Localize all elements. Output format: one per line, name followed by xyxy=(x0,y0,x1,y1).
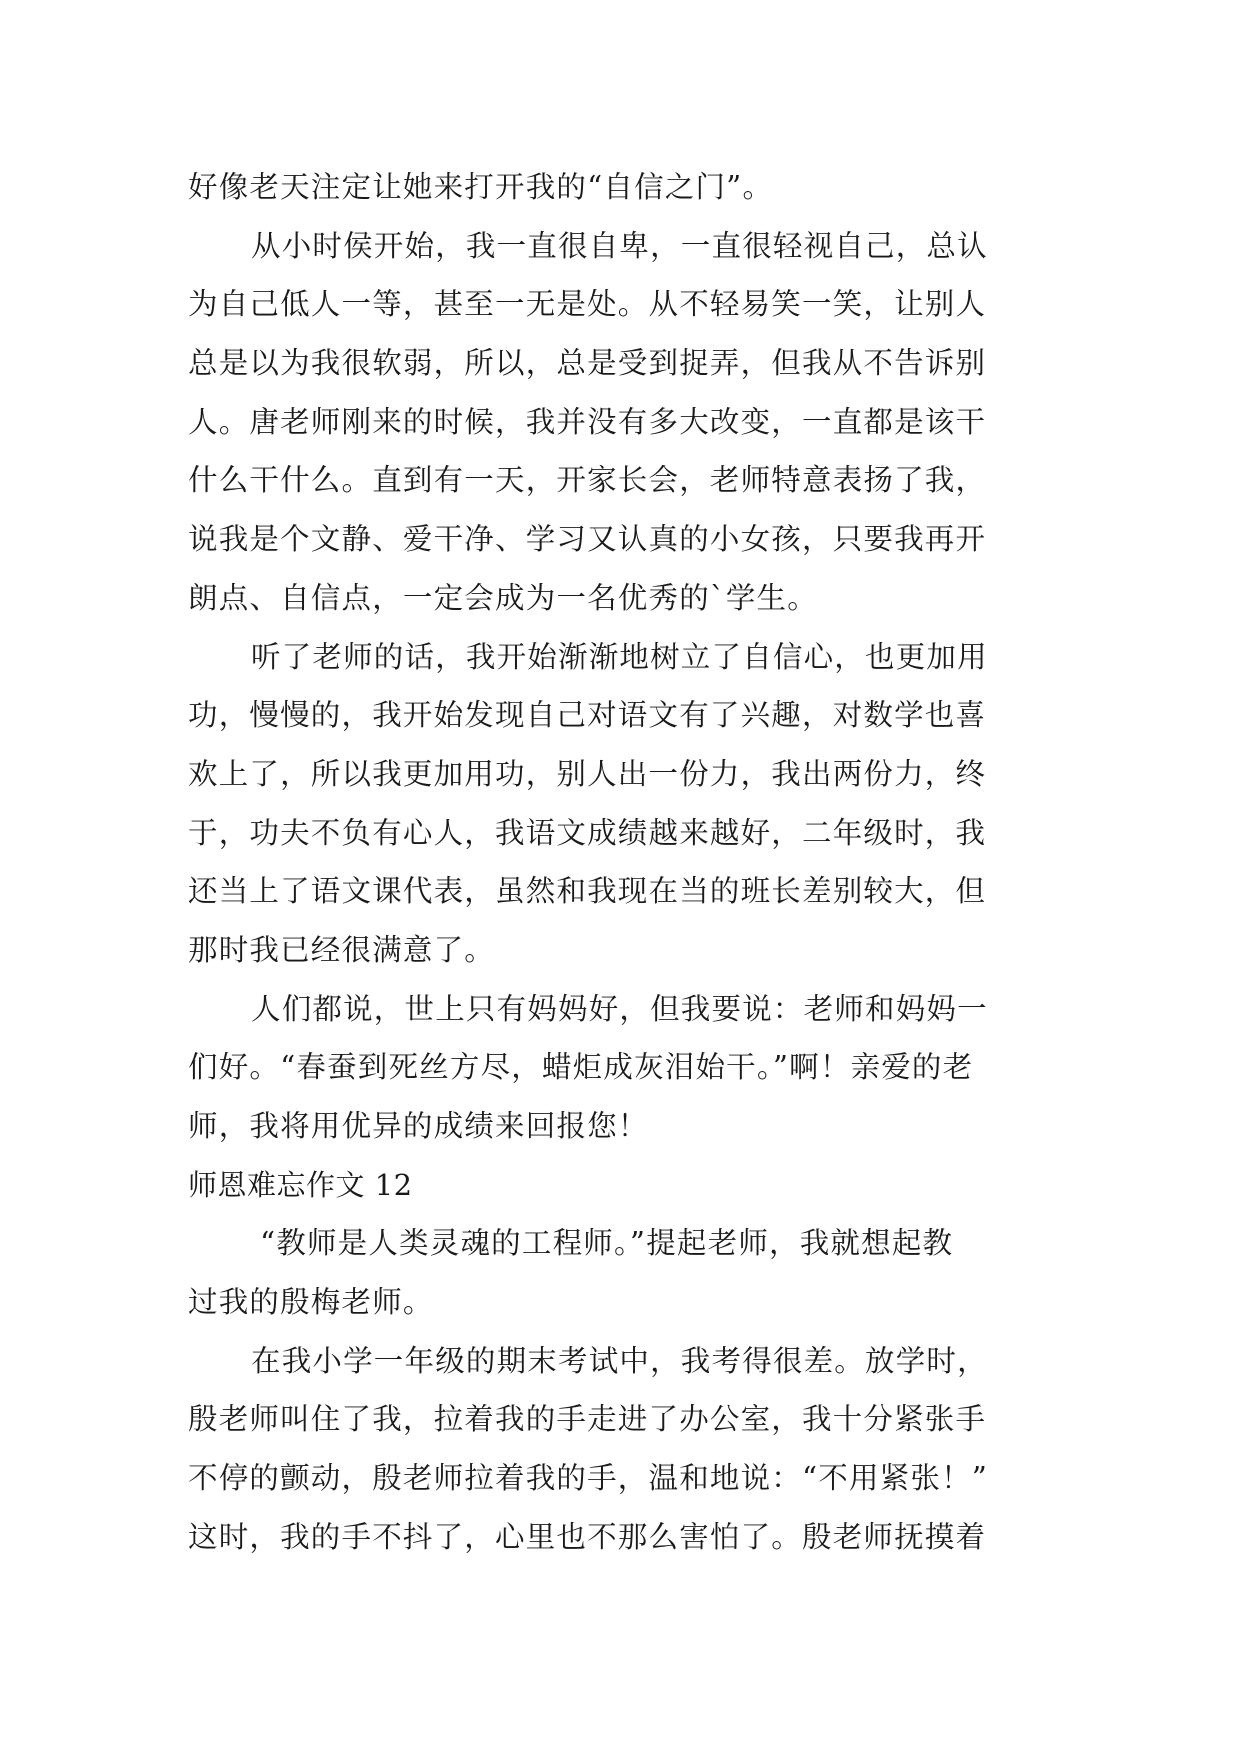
text-line: 说我是个文静、爱干净、学习又认真的小女孩，只要我再开 xyxy=(188,522,987,557)
essay-body xyxy=(188,158,1068,1567)
paragraph-start-line: 听了老师的话，我开始渐渐地树立了自信心，也更加用 xyxy=(251,639,988,674)
essay-title: 师恩难忘作文 12 xyxy=(188,1167,413,1202)
text-line: 欢上了，所以我更加用功，别人出一份力，我出两份力，终 xyxy=(188,756,987,791)
paragraph-start-line: “教师是人类灵魂的工程师。”提起老师，我就想起教 xyxy=(260,1226,954,1261)
paragraph-start-line: 在我小学一年级的期末考试中，我考得很差。放学时， xyxy=(251,1343,988,1378)
text-line: 什么干什么。直到有一天，开家长会，老师特意表扬了我， xyxy=(188,463,987,498)
text-line: 这时，我的手不抖了，心里也不那么害怕了。殷老师抚摸着 xyxy=(188,1519,987,1554)
text-line: 总是以为我很软弱，所以，总是受到捉弄，但我从不告诉别 xyxy=(188,346,987,381)
text-line: 们好。“春蚕到死丝方尽，蜡炬成灰泪始干。”啊！亲爱的老 xyxy=(188,1050,974,1085)
text-line: 为自己低人一等，甚至一无是处。从不轻易笑一笑，让别人 xyxy=(188,287,987,322)
text-line: 于，功夫不负有心人，我语文成绩越来越好，二年级时，我 xyxy=(188,815,987,850)
text-line: 过我的殷梅老师。 xyxy=(188,1285,434,1320)
text-line: 殷老师叫住了我，拉着我的手走进了办公室，我十分紧张手 xyxy=(188,1402,987,1437)
text-line: 那时我已经很满意了。 xyxy=(188,932,496,967)
text-line: 功，慢慢的，我开始发现自己对语文有了兴趣，对数学也喜 xyxy=(188,698,987,733)
text-line: 人。唐老师刚来的时候，我并没有多大改变，一直都是该干 xyxy=(188,404,987,439)
text-line: 朗点、自信点，一定会成为一名优秀的`学生。 xyxy=(188,580,818,615)
paragraph-start-line: 从小时侯开始，我一直很自卑，一直很轻视自己，总认 xyxy=(251,228,988,263)
text-line: 好像老天注定让她来打开我的“自信之门”。 xyxy=(188,170,774,204)
paragraph-start-line: 人们都说，世上只有妈妈好，但我要说：老师和妈妈一 xyxy=(251,991,988,1026)
text-line: 不停的颤动，殷老师拉着我的手，温和地说：“不用紧张！” xyxy=(188,1461,989,1496)
text-line: 师，我将用优异的成绩来回报您！ xyxy=(188,1109,649,1143)
text-line: 还当上了语文课代表，虽然和我现在当的班长差别较大，但 xyxy=(188,874,987,909)
